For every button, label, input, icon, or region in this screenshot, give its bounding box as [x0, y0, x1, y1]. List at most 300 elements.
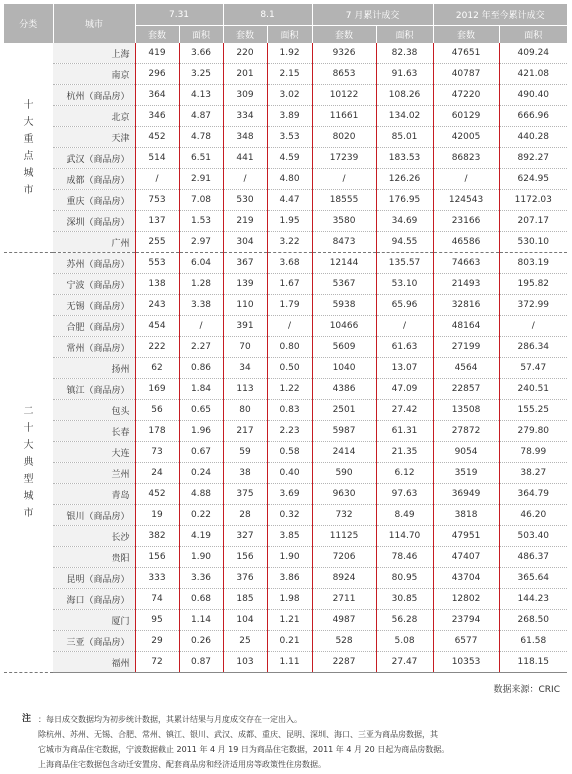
value-cell: 530	[223, 190, 267, 211]
value-cell: 19	[135, 505, 179, 526]
value-cell: /	[376, 316, 433, 337]
value-cell: 27.47	[376, 652, 433, 673]
value-cell: 4987	[312, 610, 376, 631]
value-cell: 1.79	[267, 295, 312, 316]
value-cell: 12144	[312, 253, 376, 274]
value-cell: 156	[135, 547, 179, 568]
header-units: 套数	[135, 26, 179, 44]
value-cell: 0.86	[179, 358, 223, 379]
table-row	[4, 547, 567, 568]
value-cell: 5987	[312, 421, 376, 442]
value-cell: 1.53	[179, 211, 223, 232]
city-name: 长春	[53, 421, 135, 442]
table-row	[4, 589, 567, 610]
value-cell: 1.95	[267, 211, 312, 232]
value-cell: 514	[135, 148, 179, 169]
value-cell: 94.55	[376, 232, 433, 253]
value-cell: 0.32	[267, 505, 312, 526]
value-cell: 0.50	[267, 358, 312, 379]
value-cell: 3.85	[267, 526, 312, 547]
value-cell: 12802	[433, 589, 499, 610]
value-cell: 3.89	[267, 106, 312, 127]
city-name: 昆明（商品房）	[53, 568, 135, 589]
value-cell: 3519	[433, 463, 499, 484]
value-cell: 5367	[312, 274, 376, 295]
value-cell: 486.37	[499, 547, 567, 568]
value-cell: 2.23	[267, 421, 312, 442]
value-cell: 279.80	[499, 421, 567, 442]
city-name: 福州	[53, 652, 135, 673]
city-name: 大连	[53, 442, 135, 463]
value-cell: 36949	[433, 484, 499, 505]
value-cell: 46586	[433, 232, 499, 253]
value-cell: 13.07	[376, 358, 433, 379]
table-row	[4, 169, 567, 190]
value-cell: 23166	[433, 211, 499, 232]
city-name: 广州	[53, 232, 135, 253]
value-cell: 4.87	[179, 106, 223, 127]
value-cell: 327	[223, 526, 267, 547]
value-cell: 114.70	[376, 526, 433, 547]
header-period-ytd-total: 2012 年至今累计成交	[433, 4, 567, 26]
table-row	[4, 631, 567, 652]
value-cell: 27872	[433, 421, 499, 442]
value-cell: 0.58	[267, 442, 312, 463]
value-cell: 0.65	[179, 400, 223, 421]
value-cell: 1.90	[267, 547, 312, 568]
value-cell: 9326	[312, 43, 376, 64]
value-cell: 43704	[433, 568, 499, 589]
value-cell: 74663	[433, 253, 499, 274]
value-cell: 391	[223, 316, 267, 337]
value-cell: 0.83	[267, 400, 312, 421]
value-cell: 56	[135, 400, 179, 421]
table-row	[4, 568, 567, 589]
city-name: 苏州（商品房）	[53, 253, 135, 274]
value-cell: 375	[223, 484, 267, 505]
city-name: 包头	[53, 400, 135, 421]
value-cell: 56.28	[376, 610, 433, 631]
value-cell: 38	[223, 463, 267, 484]
value-cell: 409.24	[499, 43, 567, 64]
value-cell: 2501	[312, 400, 376, 421]
value-cell: 74	[135, 589, 179, 610]
value-cell: 6577	[433, 631, 499, 652]
value-cell: 156	[223, 547, 267, 568]
category-label: 十大重点城市	[23, 99, 34, 196]
value-cell: 47220	[433, 85, 499, 106]
value-cell: 4.78	[179, 127, 223, 148]
value-cell: 441	[223, 148, 267, 169]
value-cell: 78.46	[376, 547, 433, 568]
city-name: 上海	[53, 43, 135, 64]
value-cell: 3.69	[267, 484, 312, 505]
value-cell: 0.80	[267, 337, 312, 358]
value-cell: 624.95	[499, 169, 567, 190]
table-row	[4, 505, 567, 526]
value-cell: 1.96	[179, 421, 223, 442]
value-cell: 452	[135, 127, 179, 148]
value-cell: 4.47	[267, 190, 312, 211]
value-cell: 3.02	[267, 85, 312, 106]
table-body	[4, 43, 567, 673]
table-row	[4, 232, 567, 253]
header-area: 面积	[179, 26, 223, 44]
value-cell: 91.63	[376, 64, 433, 85]
value-cell: 4386	[312, 379, 376, 400]
value-cell: 103	[223, 652, 267, 673]
table-row	[4, 127, 567, 148]
value-cell: 0.40	[267, 463, 312, 484]
value-cell: 3.22	[267, 232, 312, 253]
value-cell: 21.35	[376, 442, 433, 463]
table-row	[4, 316, 567, 337]
category-cell	[4, 43, 53, 253]
value-cell: 22857	[433, 379, 499, 400]
city-name: 宁波（商品房）	[53, 274, 135, 295]
value-cell: 1040	[312, 358, 376, 379]
value-cell: 25	[223, 631, 267, 652]
value-cell: 4.13	[179, 85, 223, 106]
table-row	[4, 148, 567, 169]
value-cell: 2287	[312, 652, 376, 673]
value-cell: 2414	[312, 442, 376, 463]
value-cell: 3.68	[267, 253, 312, 274]
value-cell: 1.90	[179, 547, 223, 568]
header-period-731: 7.31	[135, 4, 223, 26]
value-cell: 13508	[433, 400, 499, 421]
value-cell: 240.51	[499, 379, 567, 400]
value-cell: 3.38	[179, 295, 223, 316]
value-cell: 34.69	[376, 211, 433, 232]
value-cell: 0.22	[179, 505, 223, 526]
value-cell: 1.84	[179, 379, 223, 400]
value-cell: 113	[223, 379, 267, 400]
value-cell: 78.99	[499, 442, 567, 463]
note-line: 上海商品住宅数据包含动迁安置房、配套商品房和经济适用房等政策性住房数据。	[38, 760, 326, 769]
value-cell: 104	[223, 610, 267, 631]
value-cell: 57.47	[499, 358, 567, 379]
value-cell: 108.26	[376, 85, 433, 106]
note-line: 除杭州、苏州、无锡、合肥、常州、镇江、银川、武汉、成都、重庆、昆明、深圳、海口、三亚为商品房数据，其	[38, 730, 438, 739]
value-cell: 0.87	[179, 652, 223, 673]
value-cell: 28	[223, 505, 267, 526]
value-cell: /	[179, 316, 223, 337]
notes-label: 注	[22, 714, 32, 724]
value-cell: 7206	[312, 547, 376, 568]
value-cell: 85.01	[376, 127, 433, 148]
table-row	[4, 652, 567, 673]
value-cell: 29	[135, 631, 179, 652]
value-cell: 3818	[433, 505, 499, 526]
value-cell: 5.08	[376, 631, 433, 652]
value-cell: 503.40	[499, 526, 567, 547]
value-cell: 296	[135, 64, 179, 85]
value-cell: /	[499, 316, 567, 337]
value-cell: 139	[223, 274, 267, 295]
value-cell: 8653	[312, 64, 376, 85]
table-row	[4, 337, 567, 358]
value-cell: 42005	[433, 127, 499, 148]
value-cell: 1.28	[179, 274, 223, 295]
value-cell: 4.88	[179, 484, 223, 505]
value-cell: 38.27	[499, 463, 567, 484]
value-cell: /	[223, 169, 267, 190]
value-cell: 364.79	[499, 484, 567, 505]
value-cell: /	[433, 169, 499, 190]
value-cell: 364	[135, 85, 179, 106]
value-cell: 0.67	[179, 442, 223, 463]
value-cell: 17239	[312, 148, 376, 169]
value-cell: 10353	[433, 652, 499, 673]
value-cell: 452	[135, 484, 179, 505]
header-period-july-total: 7 月累计成交	[312, 4, 433, 26]
value-cell: 268.50	[499, 610, 567, 631]
value-cell: 892.27	[499, 148, 567, 169]
city-name: 深圳（商品房）	[53, 211, 135, 232]
table-row	[4, 274, 567, 295]
value-cell: 553	[135, 253, 179, 274]
value-cell: 59	[223, 442, 267, 463]
value-cell: 30.85	[376, 589, 433, 610]
table-row	[4, 211, 567, 232]
value-cell: 309	[223, 85, 267, 106]
table-row	[4, 190, 567, 211]
value-cell: 348	[223, 127, 267, 148]
value-cell: 255	[135, 232, 179, 253]
value-cell: 3.36	[179, 568, 223, 589]
value-cell: 11661	[312, 106, 376, 127]
value-cell: 666.96	[499, 106, 567, 127]
value-cell: 8924	[312, 568, 376, 589]
city-name: 合肥（商品房）	[53, 316, 135, 337]
value-cell: 0.26	[179, 631, 223, 652]
city-name: 三亚（商品房）	[53, 631, 135, 652]
value-cell: /	[312, 169, 376, 190]
category-label: 二十大典型城市	[23, 406, 34, 519]
table-row	[4, 463, 567, 484]
value-cell: 1.11	[267, 652, 312, 673]
value-cell: 61.63	[376, 337, 433, 358]
value-cell: 10466	[312, 316, 376, 337]
value-cell: 110	[223, 295, 267, 316]
city-name: 银川（商品房）	[53, 505, 135, 526]
value-cell: 138	[135, 274, 179, 295]
value-cell: 178	[135, 421, 179, 442]
value-cell: 183.53	[376, 148, 433, 169]
value-cell: 243	[135, 295, 179, 316]
value-cell: 47951	[433, 526, 499, 547]
value-cell: 3.25	[179, 64, 223, 85]
value-cell: 0.21	[267, 631, 312, 652]
city-name: 常州（商品房）	[53, 337, 135, 358]
value-cell: 4564	[433, 358, 499, 379]
value-cell: 0.68	[179, 589, 223, 610]
header-category: 分类	[4, 4, 53, 43]
value-cell: 73	[135, 442, 179, 463]
value-cell: 419	[135, 43, 179, 64]
value-cell: 530.10	[499, 232, 567, 253]
value-cell: 61.58	[499, 631, 567, 652]
value-cell: 155.25	[499, 400, 567, 421]
table-row	[4, 295, 567, 316]
city-name: 杭州（商品房）	[53, 85, 135, 106]
value-cell: 0.24	[179, 463, 223, 484]
value-cell: 217	[223, 421, 267, 442]
value-cell: 176.95	[376, 190, 433, 211]
value-cell: 3580	[312, 211, 376, 232]
value-cell: 40787	[433, 64, 499, 85]
value-cell: 753	[135, 190, 179, 211]
value-cell: 333	[135, 568, 179, 589]
table-row	[4, 253, 567, 274]
value-cell: 4.59	[267, 148, 312, 169]
value-cell: 367	[223, 253, 267, 274]
value-cell: 1.14	[179, 610, 223, 631]
value-cell: 803.19	[499, 253, 567, 274]
value-cell: 222	[135, 337, 179, 358]
value-cell: 440.28	[499, 127, 567, 148]
city-name: 天津	[53, 127, 135, 148]
city-name: 武汉（商品房）	[53, 148, 135, 169]
table-row	[4, 484, 567, 505]
value-cell: 48164	[433, 316, 499, 337]
city-name: 镇江（商品房）	[53, 379, 135, 400]
value-cell: 365.64	[499, 568, 567, 589]
table-row	[4, 442, 567, 463]
table-row	[4, 106, 567, 127]
value-cell: 126.26	[376, 169, 433, 190]
value-cell: 590	[312, 463, 376, 484]
header-units: 套数	[312, 26, 376, 44]
header-area: 面积	[267, 26, 312, 44]
value-cell: 47651	[433, 43, 499, 64]
value-cell: 1.22	[267, 379, 312, 400]
value-cell: 490.40	[499, 85, 567, 106]
table-row	[4, 400, 567, 421]
value-cell: 1.21	[267, 610, 312, 631]
value-cell: 10122	[312, 85, 376, 106]
header-units: 套数	[223, 26, 267, 44]
value-cell: 47407	[433, 547, 499, 568]
table-row	[4, 610, 567, 631]
value-cell: 47.09	[376, 379, 433, 400]
notes	[22, 712, 558, 772]
value-cell: 62	[135, 358, 179, 379]
header-area: 面积	[376, 26, 433, 44]
header-units: 套数	[433, 26, 499, 44]
value-cell: 8020	[312, 127, 376, 148]
city-name: 重庆（商品房）	[53, 190, 135, 211]
city-name: 北京	[53, 106, 135, 127]
value-cell: 220	[223, 43, 267, 64]
table-row	[4, 358, 567, 379]
value-cell: 382	[135, 526, 179, 547]
value-cell: 185	[223, 589, 267, 610]
value-cell: 6.04	[179, 253, 223, 274]
value-cell: 24	[135, 463, 179, 484]
value-cell: 86823	[433, 148, 499, 169]
value-cell: 3.53	[267, 127, 312, 148]
value-cell: 80.95	[376, 568, 433, 589]
value-cell: 4.80	[267, 169, 312, 190]
city-name: 贵阳	[53, 547, 135, 568]
value-cell: /	[267, 316, 312, 337]
value-cell: 137	[135, 211, 179, 232]
value-cell: 135.57	[376, 253, 433, 274]
value-cell: 304	[223, 232, 267, 253]
value-cell: 201	[223, 64, 267, 85]
value-cell: 4.19	[179, 526, 223, 547]
value-cell: 32816	[433, 295, 499, 316]
value-cell: 9630	[312, 484, 376, 505]
value-cell: 207.17	[499, 211, 567, 232]
value-cell: 27.42	[376, 400, 433, 421]
value-cell: 169	[135, 379, 179, 400]
note-line: ：每日成交数据均为初步统计数据，其累计结果与月度成交存在一定出入。	[38, 715, 302, 724]
value-cell: 732	[312, 505, 376, 526]
value-cell: 18555	[312, 190, 376, 211]
city-name: 海口（商品房）	[53, 589, 135, 610]
table-row	[4, 64, 567, 85]
value-cell: 7.08	[179, 190, 223, 211]
value-cell: 61.31	[376, 421, 433, 442]
category-cell	[4, 253, 53, 673]
value-cell: 528	[312, 631, 376, 652]
note-line: 它城市为商品住宅数据，宁波数据截止 2011 年 4 月 19 日为商品住宅数据，2011 年 4 月 20 日起为商品房数据。	[38, 745, 450, 754]
value-cell: 2.97	[179, 232, 223, 253]
value-cell: 134.02	[376, 106, 433, 127]
value-cell: 65.96	[376, 295, 433, 316]
city-name: 兰州	[53, 463, 135, 484]
table-row	[4, 526, 567, 547]
value-cell: 60129	[433, 106, 499, 127]
value-cell: 454	[135, 316, 179, 337]
value-cell: 27199	[433, 337, 499, 358]
city-name: 青岛	[53, 484, 135, 505]
value-cell: /	[135, 169, 179, 190]
value-cell: 2.15	[267, 64, 312, 85]
value-cell: 53.10	[376, 274, 433, 295]
value-cell: 97.63	[376, 484, 433, 505]
value-cell: 3.66	[179, 43, 223, 64]
value-cell: 372.99	[499, 295, 567, 316]
value-cell: 2711	[312, 589, 376, 610]
data-source: 数据来源：CRIC	[493, 685, 560, 695]
value-cell: 334	[223, 106, 267, 127]
transaction-table	[4, 4, 567, 673]
value-cell: 421.08	[499, 64, 567, 85]
header-city: 城市	[53, 4, 135, 43]
value-cell: 1.98	[267, 589, 312, 610]
value-cell: 1172.03	[499, 190, 567, 211]
value-cell: 72	[135, 652, 179, 673]
value-cell: 8473	[312, 232, 376, 253]
value-cell: 11125	[312, 526, 376, 547]
value-cell: 70	[223, 337, 267, 358]
value-cell: 346	[135, 106, 179, 127]
value-cell: 1.67	[267, 274, 312, 295]
value-cell: 1.92	[267, 43, 312, 64]
city-name: 成都（商品房）	[53, 169, 135, 190]
table-row	[4, 379, 567, 400]
city-name: 长沙	[53, 526, 135, 547]
value-cell: 5938	[312, 295, 376, 316]
value-cell: 286.34	[499, 337, 567, 358]
value-cell: 124543	[433, 190, 499, 211]
value-cell: 195.82	[499, 274, 567, 295]
value-cell: 6.12	[376, 463, 433, 484]
